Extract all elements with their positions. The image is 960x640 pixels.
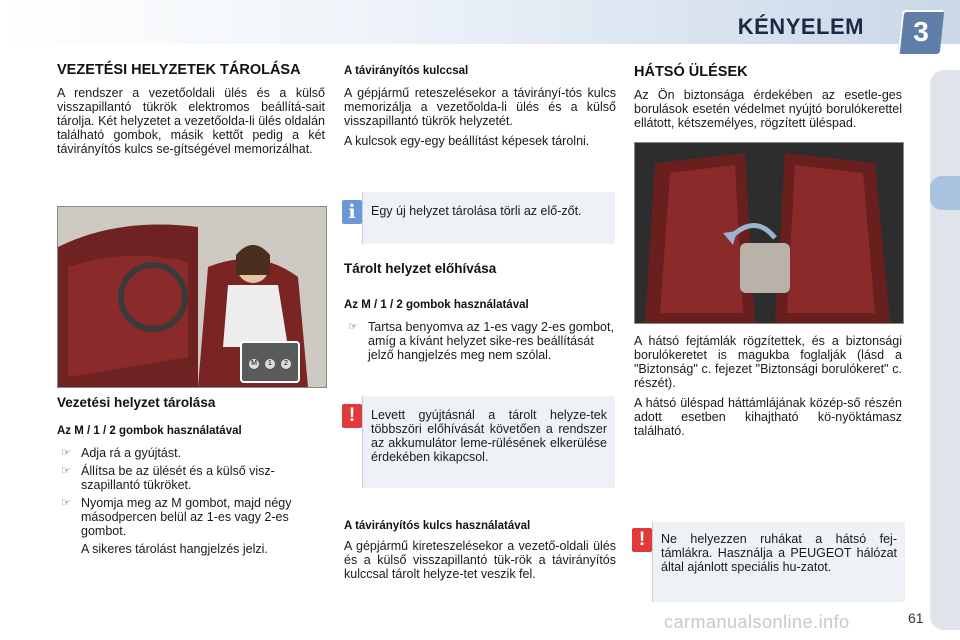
page-title: KÉNYELEM [737,14,864,39]
info-note [362,192,615,244]
memory-button-1[interactable]: 1 [265,359,275,369]
remote-paragraph-2: A kulcsok egy-egy beállítást képesek tárolni. [344,134,590,148]
side-rail-tab[interactable] [930,176,960,210]
middle-column [344,64,616,154]
chapter-number: 3 [913,16,929,47]
pointer-hand-icon: ☞ [348,321,358,333]
driver-seat-photo [57,206,327,388]
list-item: ☞ Tartsa benyomva az 1-es vagy 2-es gombot, amíg a kívánt helyzet sike-res beállítását jelző hangjelzés meg nem szólal. [348,320,614,362]
recall-section [344,262,616,366]
right-column [634,64,902,136]
watermark: carmanualsonline.info [664,612,850,632]
left-column [57,62,325,162]
memory-button-2[interactable]: 2 [281,359,291,369]
remote-use-heading: A távirányítós kulcs használatával [344,520,531,532]
list-item: ☞ Nyomja meg az M gombot, majd négy másodpercen belül az 1-es vagy 2-es gombot. [61,496,292,538]
rear-seat-illustration [635,143,903,323]
remote-use-paragraph: A gépjármű kireteszelésekor a vezető-oldali ülés és a külső visszapillantó tük-rök a távirányítós kulccsal tárolt helyze-tet veszik fel. [344,539,616,581]
left-store-section [57,396,325,562]
store-subtitle: Vezetési helyzet tárolása [57,395,216,410]
remote-heading: A távirányítós kulccsal [344,65,469,77]
rear-seat-paragraph-2: A hátsó üléspad háttámlájának közép-ső részén adott esetben kihajtható kö-nyöktámasz található. [634,396,902,438]
rear-warning-note [652,522,905,602]
pointer-hand-icon: ☞ [61,447,71,459]
warning-icon: ! [342,404,362,428]
rear-seats-intro: Az Ön biztonsága érdekében az esetle-ges borulások esetén védelmet nyújtó borulókerettel ellátott, kétszemélyes, rögzített üléspad. [634,88,902,130]
store-subheading: Az M / 1 / 2 gombok használatával [57,425,242,437]
section-title: VEZETÉSI HELYZETEK TÁROLÁSA [57,62,301,78]
chapter-badge [898,10,945,54]
page-number: 61 [908,610,924,626]
list-item: ☞ Adja rá a gyújtást. [61,446,182,460]
warning-note-text: Levett gyújtásnál a tárolt helyze-tek többszöri előhívását követően a rendszer az akkumulátor leme-rülésének elkerülése érdekében kikapcsol. [371,408,607,464]
pointer-hand-icon: ☞ [61,497,71,509]
intro-paragraph: A rendszer a vezetőoldali ülés és a külső visszapillantó tükrök elektromos beállítá-sait tárolja. Két helyzetet a vezetőolda-li ülés oldalán található gombok, másik kettőt pedig a két távirányítós kulcs se-gítségével memorizálhat. [57,86,325,156]
recall-title: Tárolt helyzet előhívása [344,261,497,276]
side-rail [930,70,960,630]
warning-icon: ! [632,528,652,552]
info-note-text: Egy új helyzet tárolása törli az elő-zőt. [371,204,582,218]
list-item: ☞ Állítsa be az ülését és a külső visz-szapillantó tükröket. [61,464,275,492]
recall-subheading: Az M / 1 / 2 gombok használatával [344,299,529,311]
store-confirmation: A sikeres tárolást hangjelzés jelzi. [81,542,268,556]
rear-seats-title: HÁTSÓ ÜLÉSEK [634,64,748,80]
rear-seat-details [634,334,902,444]
memory-button-m[interactable]: M [249,359,259,369]
rear-warning-note-text: Ne helyezzen ruhákat a hátsó fej-támlákra. Használja a PEUGEOT hálózat által ajánlott speciális hu-zatot. [661,532,897,574]
pointer-hand-icon: ☞ [61,465,71,477]
rear-seat-photo [634,142,904,324]
memory-button-panel [241,345,301,379]
remote-paragraph-1: A gépjármű reteszelésekor a távirányí-tós kulcs memorizálja a vezetőolda-li ülés és a külső visszapillantó tükrök helyzetét. [344,86,616,128]
rear-seat-paragraph-1: A hátsó fejtámlák rögzítettek, és a biztonsági borulókeretet is magukba foglalják (lásd a "Biztonság" c. fejezet "Biztonsági borulókeret" c. részét). [634,334,902,390]
warning-note [362,396,615,488]
info-icon: i [342,200,362,224]
remote-use-section [344,519,616,587]
